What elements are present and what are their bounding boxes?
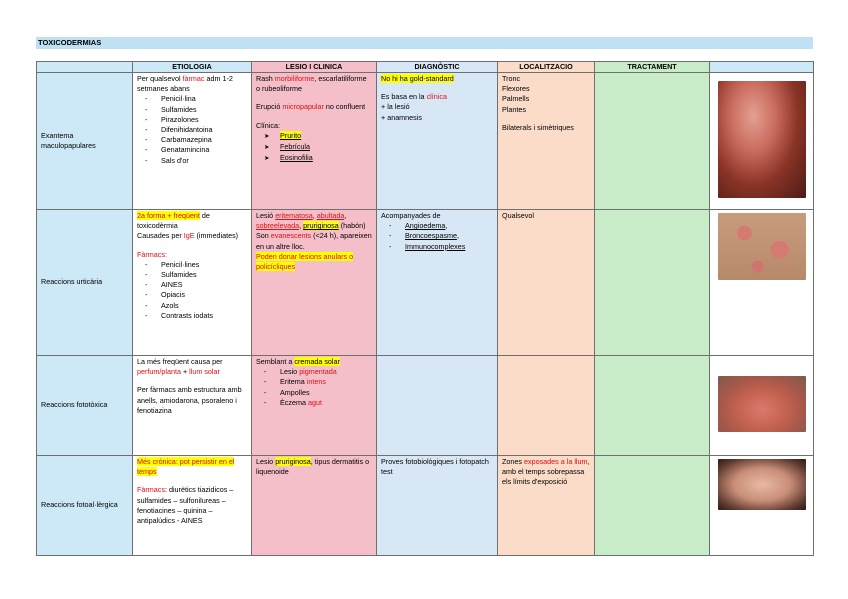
image-cell [710, 210, 814, 356]
lesio-cell: Lesio pruriginosa, tipus dermatitis o liquenoide [252, 456, 377, 556]
table-row [37, 456, 814, 556]
diagnostic-cell [377, 356, 498, 456]
tractament-cell [595, 356, 710, 456]
header-tractament: TRACTAMENT [595, 62, 710, 73]
image-cell [710, 73, 814, 210]
localitzacio-cell: Qualsevol [498, 210, 595, 356]
header-image [710, 62, 814, 73]
drug-list: - Penicil·lina - Sulfamides - Pirazolones - Difenihidantoina - Carbamazepina - Genatamincina - Sals d'or [137, 94, 247, 165]
header-etiologia: ETIOLOGIA [133, 62, 252, 73]
lesio-cell: Lesió eritematosa, abultada, sobreelevada, pruriginosa (habón) Son evanescents (<24 h), apareixen en un altre lloc. Poden donar lesions anulars o policícliques [252, 210, 377, 356]
localitzacio-cell: Tronc Flexores Palmells Plantes Bilaterals i simètriques [498, 73, 595, 210]
localitzacio-cell: Zones exposades a la llum, amb el temps sobrepassa els límits d'exposició [498, 456, 595, 556]
diagnostic-cell: Acompanyades de - Angioedema, - Broncoespasme, - Immunocomplexes [377, 210, 498, 356]
localitzacio-cell [498, 356, 595, 456]
clinica-list: ➤ Prurito ➤ Febrícula ➤ Eosinofilia [256, 131, 372, 165]
header-diagnostic: DIAGNÒSTIC [377, 62, 498, 73]
table-row [37, 73, 814, 210]
drug-list: - Penicil·lines - Sulfamides - AINES - Opiacis - Azols - Contrasts iodats [137, 260, 247, 321]
diagnostic-cell: Proves fotobiològiques i fotopatch test [377, 456, 498, 556]
header-row [37, 62, 814, 73]
diagnostic-cell: No hi ha gold-standard Es basa en la clínica + la lesió + anamnesis [377, 73, 498, 210]
etiologia-cell: Per qualsevol fàrmac adm 1-2 setmanes abans - Penicil·lina - Sulfamides - Pirazolones - Difenihidantoina - Carbamazepina - Genatamincina - Sals d'or [133, 73, 252, 210]
condition-cell: Reaccions fotoal·lèrgica [37, 456, 133, 556]
lesion-list: - Lesio pigmentada - Eritema intens - Ampolles - Èczema agut [256, 367, 372, 408]
image-cell [710, 356, 814, 456]
rash-torso-photo [718, 81, 806, 198]
etiologia-cell: 2a forma + freqüent de toxicodèrmia Causades per IgE (immediates) Fàrmacs: - Penicil·lines - Sulfamides - AINES - Opiacis - Azols - Contrasts iodats [133, 210, 252, 356]
toxicodermias-table [36, 61, 814, 556]
associated-list: - Angioedema, - Broncoespasme, - Immunocomplexes [381, 221, 493, 252]
condition-cell: Reaccions urticària [37, 210, 133, 356]
phototoxic-chest-photo [718, 376, 806, 432]
tractament-cell [595, 456, 710, 556]
table-row [37, 210, 814, 356]
photoallergic-chest-photo [718, 459, 806, 510]
image-cell [710, 456, 814, 556]
page-title: TOXICODERMIAS [36, 37, 813, 49]
condition-cell: Reaccions fototòxica [37, 356, 133, 456]
tractament-cell [595, 210, 710, 356]
header-lesio: LESIO I CLINICA [252, 62, 377, 73]
lesio-cell: Semblant a cremada solar - Lesio pigmentada - Eritema intens - Ampolles - Èczema agut [252, 356, 377, 456]
table-row [37, 356, 814, 456]
header-localitzacio: LOCALITZACIO [498, 62, 595, 73]
tractament-cell [595, 73, 710, 210]
urticaria-skin-photo [718, 213, 806, 280]
etiologia-cell: Més crònica: pot persistir en el temps Fàrmacs: diurètics tiazidicos – sulfamides – sulfonilureas – fenotiacines – quinina – antipalúdics - AINES [133, 456, 252, 556]
condition-cell: Exantema maculopapulares [37, 73, 133, 210]
etiologia-cell: La més freqüent causa per perfum/planta + llum solar Per fàrmacs amb estructura amb anells, amiodarona, psoraleno i fenotiazina [133, 356, 252, 456]
header-empty [37, 62, 133, 73]
lesio-cell: Rash morbiliforme, escarlatiliforme o rubeoliforme Erupció micropapular no confluent Clínica: ➤ Prurito ➤ Febrícula ➤ Eosinofilia [252, 73, 377, 210]
